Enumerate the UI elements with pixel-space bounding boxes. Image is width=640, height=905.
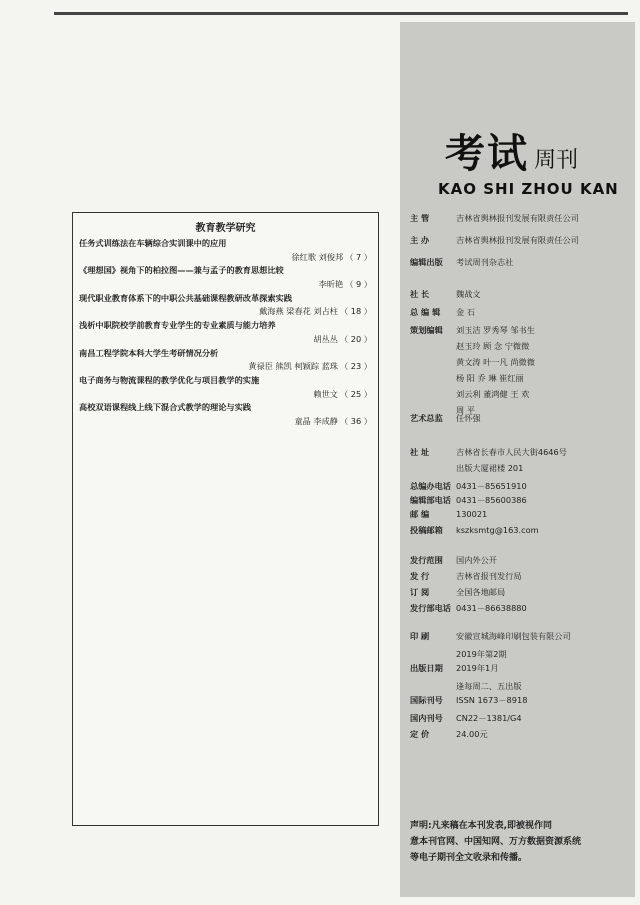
toc-entry-page: （ 23 ） (340, 361, 372, 372)
masthead-value (456, 286, 481, 302)
toc-entry (79, 292, 372, 319)
masthead-value-line: 吉林省报刊发行局 (456, 571, 522, 581)
toc-entry-author (313, 388, 372, 402)
masthead-value-line: 刘玉洁 罗秀琴 邹书生 (456, 325, 535, 335)
masthead-label: 发行范围 (410, 555, 443, 565)
masthead-label: 邮 编 (410, 509, 430, 519)
masthead-value-line: 全国各地邮局 (456, 587, 506, 597)
masthead-value (456, 552, 497, 568)
page-top-edge (54, 12, 628, 15)
masthead-value-line: 魏战文 (456, 289, 481, 299)
masthead-label: 订 阅 (410, 587, 430, 597)
masthead-value (456, 304, 475, 320)
masthead-value (456, 210, 579, 226)
masthead-label: 印 刷 (410, 631, 430, 641)
masthead-value-line: kszksmtg@163.com (456, 525, 539, 535)
toc-list (79, 237, 372, 429)
masthead-value-line: 赵玉玲 顾 念 宁微微 (456, 341, 530, 351)
masthead-value-line: 刘云利 董鸿健 王 欢 (456, 389, 530, 399)
toc-entry (79, 319, 372, 346)
masthead-value-line: 国内外公开 (456, 555, 497, 565)
toc-entry-title: 南昌工程学院本科大学生考研情况分析 (79, 347, 219, 358)
masthead-label: 主 办 (410, 235, 430, 245)
notice-line: 意本刊官网、中国知网、万方数据资源系统 (410, 837, 582, 847)
toc-entry-author-name: 胡丛丛 (313, 333, 338, 344)
toc-entry-author-name: 戴海燕 梁春花 刘占柱 (259, 306, 338, 317)
toc-entry-author (294, 415, 372, 429)
toc-entry-page: （ 9 ） (345, 279, 372, 290)
toc-entry-author (291, 251, 372, 265)
toc-entry-author-name: 李昕艳 (318, 279, 344, 290)
masthead-value (456, 506, 487, 522)
masthead-value-line: 0431－86638880 (456, 603, 527, 613)
masthead-value (456, 522, 539, 538)
masthead-value (456, 692, 527, 708)
masthead-label: 艺术总监 (410, 413, 443, 423)
masthead-value-line: 黄文涛 叶一凡 尚微微 (456, 357, 535, 367)
masthead-label: 定 价 (410, 729, 430, 739)
masthead-value-line: 2019年1月 (456, 663, 499, 673)
toc-entry-page: （ 20 ） (340, 333, 372, 344)
masthead-value (456, 660, 498, 676)
notice-line: 等电子期刊全文收录和传播。 (410, 853, 528, 863)
toc-heading: 教育教学研究 (195, 223, 256, 234)
table-of-contents (72, 212, 379, 826)
masthead-value-line: 出版大厦裙楼 201 (456, 463, 524, 473)
masthead-value-line: 逢每周二、五出版 (456, 681, 522, 691)
masthead-value (456, 568, 522, 584)
notice-line: 声明:凡来稿在本刊发表,即被视作同 (410, 821, 553, 831)
toc-entry-title: 浅析中职院校学前教育专业学生的专业素质与能力培养 (79, 320, 276, 331)
toc-entry-author-name: 童晶 李成静 (294, 416, 338, 427)
masthead-label: 社 址 (410, 447, 430, 457)
masthead-label: 主 管 (410, 213, 430, 223)
toc-entry-title: 高校双语课程线上线下混合式教学的理论与实践 (79, 402, 251, 413)
toc-entry (79, 374, 372, 401)
masthead-value-line: 吉林省长春市人民大街4646号 (456, 447, 567, 457)
masthead-label: 出版日期 (410, 663, 443, 673)
masthead-label: 发 行 (410, 571, 430, 581)
toc-entry (79, 264, 372, 291)
masthead-value-line: 2019年第2期 (456, 649, 507, 659)
masthead-value (456, 710, 522, 726)
masthead-value (456, 444, 567, 476)
masthead-label: 国际刊号 (410, 695, 443, 705)
magazine-title-sub: 周刊 (534, 148, 579, 173)
toc-entry-author-name: 赖世文 (313, 388, 338, 399)
toc-entry-title: 任务式训练法在车辆综合实训课中的应用 (79, 238, 227, 248)
toc-entry-title: 现代职业教育体系下的中职公共基础课程教研改革探索实践 (79, 292, 292, 303)
magazine-pinyin: KAO SHI ZHOU KAN (438, 180, 619, 198)
toc-entry-author-name: 黄禄臣 熊凯 柯颖踪 蓝珠 (248, 361, 338, 372)
masthead-value-line: 吉林省舆林报刊发展有限责任公司 (456, 235, 579, 245)
toc-entry-author (313, 333, 372, 347)
toc-entry (79, 401, 372, 428)
masthead-value (456, 322, 535, 418)
toc-entry-page: （ 18 ） (340, 306, 372, 317)
masthead-label: 投稿邮箱 (410, 525, 443, 535)
masthead-value (456, 726, 488, 742)
magazine-title (445, 122, 578, 179)
masthead-value-line: 考试周刊杂志社 (456, 257, 514, 267)
toc-entry-title: 电子商务与物流课程的教学优化与项目教学的实施 (79, 374, 260, 385)
toc-entry-title: 《理想国》视角下的柏拉图——兼与孟子的教育思想比较 (79, 265, 284, 276)
masthead-value-line: ISSN 1673－8918 (456, 695, 528, 705)
toc-entry (79, 237, 372, 264)
toc-entry-author-name: 徐红歌 刘俊邦 (291, 251, 344, 262)
toc-entry-page: （ 25 ） (340, 388, 372, 399)
masthead-value (456, 232, 579, 248)
masthead-label: 编辑部电话 (410, 495, 451, 505)
masthead-label: 社 长 (410, 289, 430, 299)
masthead-value-line: 0431－85600386 (456, 495, 527, 505)
toc-entry-page: （ 7 ） (345, 251, 372, 262)
masthead-label: 策划编辑 (410, 325, 443, 335)
toc-entry-author (248, 360, 372, 374)
masthead-value-line: 吉林省舆林报刊发展有限责任公司 (456, 213, 579, 223)
masthead-value (456, 584, 505, 600)
masthead-value-line: 杨 阳 乔 琳 崔红丽 (456, 373, 524, 383)
masthead-label: 总编办电话 (410, 481, 451, 491)
copyright-notice (410, 818, 632, 866)
masthead-value (456, 628, 571, 644)
masthead-label: 编辑出版 (410, 257, 443, 267)
masthead-value (456, 410, 481, 426)
masthead-value-line: 130021 (456, 509, 488, 519)
masthead-value-line: 金 石 (456, 307, 475, 317)
masthead-value-line: CN22－1381/G4 (456, 713, 522, 723)
masthead-value (456, 600, 527, 616)
masthead-value-line: 任怀强 (456, 413, 481, 423)
masthead-label: 总 编 辑 (410, 307, 441, 317)
masthead-value-line: 0431－85651910 (456, 481, 527, 491)
toc-entry-author (319, 278, 372, 292)
masthead-label: 发行部电话 (410, 603, 451, 613)
masthead-value (456, 254, 513, 270)
magazine-title-main: 考试 (445, 131, 529, 177)
masthead-label: 国内刊号 (410, 713, 443, 723)
toc-entry (79, 347, 372, 374)
masthead-value-line: 周 平 (456, 405, 475, 415)
masthead-value-line: 24.00元 (456, 729, 488, 739)
masthead-value-line: 安徽宣城海峰印刷包装有限公司 (456, 631, 571, 641)
toc-entry-author (259, 305, 372, 319)
toc-entry-page: （ 36 ） (340, 416, 372, 427)
